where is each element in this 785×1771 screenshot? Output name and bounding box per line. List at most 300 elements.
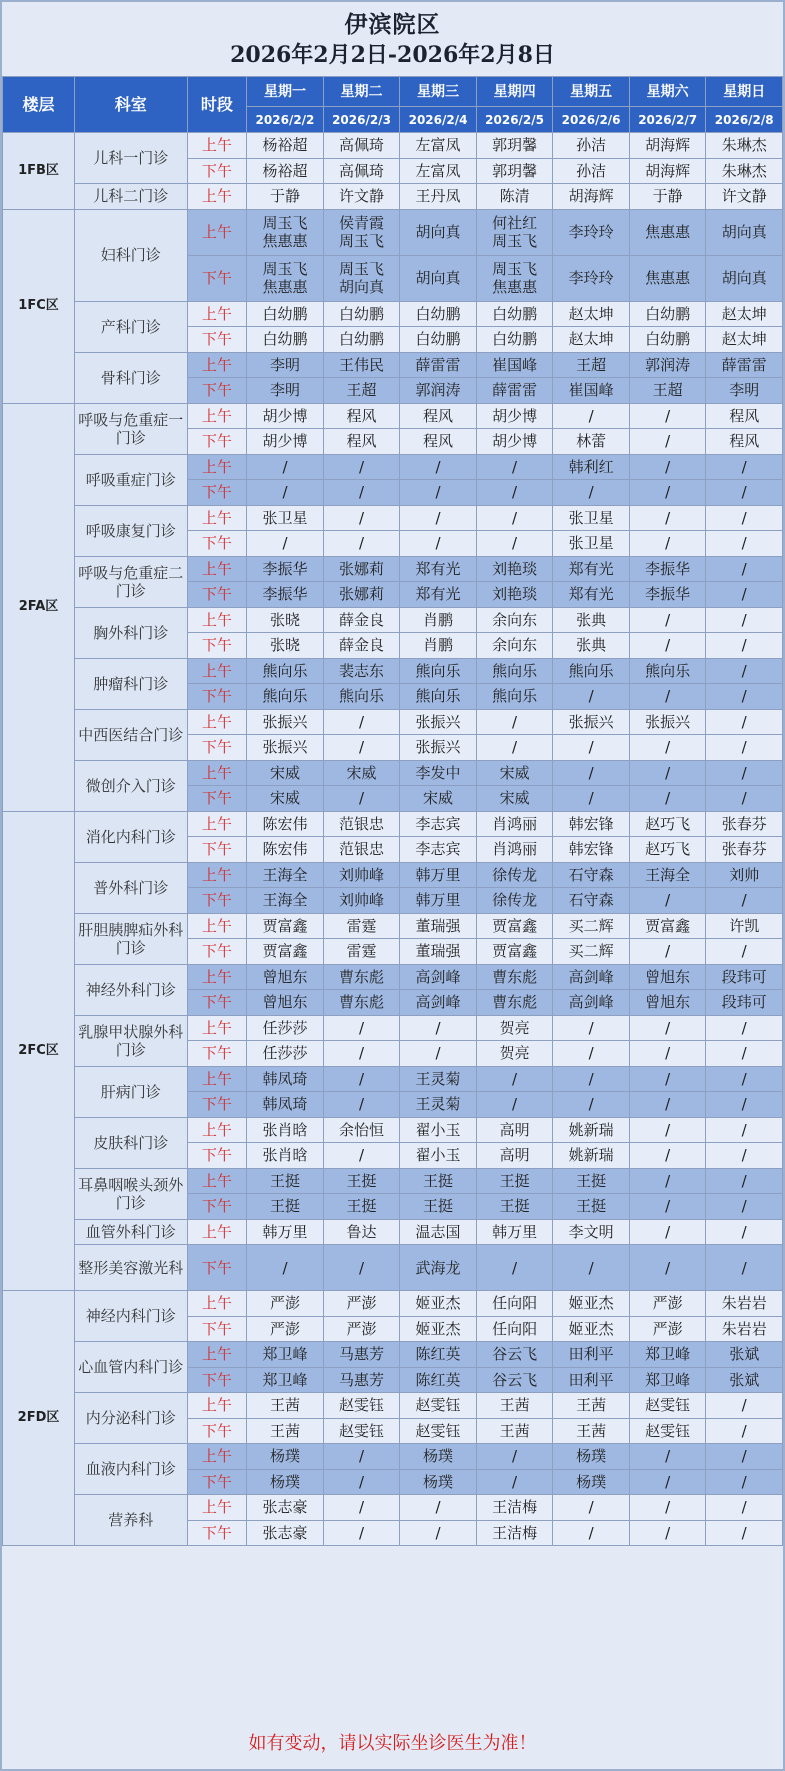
doctor-cell: 陈红英 — [400, 1342, 477, 1368]
doctor-cell: 张卫星 — [553, 505, 630, 531]
doctor-cell: / — [706, 582, 783, 608]
doctor-cell: 高明 — [476, 1117, 553, 1143]
doctor-cell: 韩宏锋 — [553, 811, 630, 837]
doctor-cell: / — [706, 786, 783, 812]
doctor-cell: 段玮可 — [706, 964, 783, 990]
doctor-cell: 杨璞 — [247, 1469, 324, 1495]
header-day: 星期五 — [553, 77, 630, 107]
doctor-cell: 白幼鹏 — [476, 327, 553, 353]
doctor-cell: 张春芬 — [706, 837, 783, 863]
time-slot: 下午 — [187, 990, 247, 1016]
doctor-cell: 周玉飞 焦惠惠 — [247, 255, 324, 301]
doctor-cell: 郑有光 — [553, 582, 630, 608]
time-slot: 下午 — [187, 939, 247, 965]
time-slot: 上午 — [187, 133, 247, 159]
time-slot: 下午 — [187, 582, 247, 608]
doctor-cell: / — [706, 454, 783, 480]
doctor-cell: 刘帅 — [706, 862, 783, 888]
time-slot: 上午 — [187, 607, 247, 633]
doctor-cell: / — [706, 1168, 783, 1194]
doctor-cell: / — [400, 531, 477, 557]
time-slot: 下午 — [187, 1316, 247, 1342]
doctor-cell: 王挺 — [247, 1168, 324, 1194]
header-floor: 楼层 — [3, 77, 75, 133]
doctor-cell: / — [706, 1066, 783, 1092]
doctor-cell: 李明 — [706, 378, 783, 404]
doctor-cell: 熊向乐 — [247, 658, 324, 684]
doctor-cell: 白幼鹏 — [323, 301, 400, 327]
doctor-cell: 宋威 — [476, 786, 553, 812]
doctor-cell: / — [706, 531, 783, 557]
doctor-cell: 韩利红 — [553, 454, 630, 480]
doctor-cell: 张振兴 — [400, 735, 477, 761]
doctor-cell: / — [629, 403, 706, 429]
doctor-cell: / — [629, 939, 706, 965]
time-slot: 上午 — [187, 760, 247, 786]
doctor-cell: 王挺 — [476, 1168, 553, 1194]
doctor-cell: 李文明 — [553, 1219, 630, 1245]
doctor-cell: 王灵菊 — [400, 1092, 477, 1118]
doctor-cell: 刘帅峰 — [323, 862, 400, 888]
doctor-cell: 姬亚杰 — [553, 1291, 630, 1317]
doctor-cell: 严澎 — [323, 1291, 400, 1317]
time-slot: 上午 — [187, 301, 247, 327]
department-name: 妇科门诊 — [75, 209, 188, 301]
doctor-cell: 郑卫峰 — [629, 1367, 706, 1393]
header-day: 星期三 — [400, 77, 477, 107]
doctor-cell: / — [629, 633, 706, 659]
doctor-cell: 任莎莎 — [247, 1015, 324, 1041]
department-name: 呼吸与危重症一门诊 — [75, 403, 188, 454]
doctor-cell: / — [400, 480, 477, 506]
doctor-cell: 马惠芳 — [323, 1367, 400, 1393]
schedule-row — [3, 862, 783, 888]
doctor-cell: 曹东彪 — [323, 964, 400, 990]
doctor-cell: 温志国 — [400, 1219, 477, 1245]
doctor-cell: 李发中 — [400, 760, 477, 786]
doctor-cell: 董瑞强 — [400, 913, 477, 939]
time-slot: 上午 — [187, 1444, 247, 1470]
doctor-cell: 任向阳 — [476, 1316, 553, 1342]
doctor-cell: / — [706, 1092, 783, 1118]
doctor-cell: / — [323, 1469, 400, 1495]
doctor-cell: 王挺 — [400, 1168, 477, 1194]
doctor-cell: 余向东 — [476, 633, 553, 659]
department-name: 普外科门诊 — [75, 862, 188, 913]
doctor-cell: 郑有光 — [400, 556, 477, 582]
doctor-cell: 王茜 — [553, 1393, 630, 1419]
doctor-cell: 林蕾 — [553, 429, 630, 455]
header-date: 2026/2/2 — [247, 107, 324, 133]
doctor-cell: 买二辉 — [553, 913, 630, 939]
doctor-cell: / — [323, 505, 400, 531]
doctor-cell: / — [629, 429, 706, 455]
doctor-cell: / — [706, 760, 783, 786]
doctor-cell: / — [706, 939, 783, 965]
header-date: 2026/2/6 — [553, 107, 630, 133]
schedule-row — [3, 1066, 783, 1092]
doctor-cell: 刘帅峰 — [323, 888, 400, 914]
doctor-cell: 郑有光 — [400, 582, 477, 608]
department-name: 肿瘤科门诊 — [75, 658, 188, 709]
doctor-cell: 张典 — [553, 607, 630, 633]
doctor-cell: / — [323, 1444, 400, 1470]
doctor-cell: 白幼鹏 — [629, 301, 706, 327]
schedule-row — [3, 1291, 783, 1317]
time-slot: 下午 — [187, 1143, 247, 1169]
doctor-cell: / — [400, 454, 477, 480]
header-day: 星期六 — [629, 77, 706, 107]
doctor-cell: / — [553, 1092, 630, 1118]
doctor-cell: 肖鸿丽 — [476, 837, 553, 863]
doctor-cell: 徐传龙 — [476, 862, 553, 888]
time-slot: 下午 — [187, 480, 247, 506]
doctor-cell: 张斌 — [706, 1367, 783, 1393]
time-slot: 上午 — [187, 1342, 247, 1368]
department-name: 神经外科门诊 — [75, 964, 188, 1015]
time-slot: 上午 — [187, 184, 247, 210]
time-slot: 下午 — [187, 1194, 247, 1220]
doctor-cell: 曹东彪 — [476, 964, 553, 990]
schedule-row — [3, 1219, 783, 1245]
doctor-cell: 王茜 — [247, 1393, 324, 1419]
doctor-cell: / — [706, 735, 783, 761]
time-slot: 上午 — [187, 1495, 247, 1521]
doctor-cell: 王伟民 — [323, 352, 400, 378]
doctor-cell: 贺亮 — [476, 1041, 553, 1067]
doctor-cell: 贾富鑫 — [629, 913, 706, 939]
doctor-cell: 郑卫峰 — [247, 1342, 324, 1368]
doctor-cell: 薛雷雷 — [400, 352, 477, 378]
header-day: 星期一 — [247, 77, 324, 107]
doctor-cell: 范银忠 — [323, 811, 400, 837]
time-slot: 下午 — [187, 429, 247, 455]
time-slot: 上午 — [187, 1291, 247, 1317]
doctor-cell: 贾富鑫 — [476, 939, 553, 965]
doctor-cell: 雷霆 — [323, 913, 400, 939]
department-name: 营养科 — [75, 1495, 188, 1546]
department-name: 呼吸与危重症二门诊 — [75, 556, 188, 607]
doctor-cell: 王海全 — [247, 862, 324, 888]
schedule-row — [3, 133, 783, 159]
doctor-cell: 王海全 — [247, 888, 324, 914]
header-date: 2026/2/3 — [323, 107, 400, 133]
time-slot: 上午 — [187, 556, 247, 582]
doctor-cell: / — [629, 1168, 706, 1194]
doctor-cell: 杨璞 — [553, 1469, 630, 1495]
doctor-cell: 王茜 — [476, 1418, 553, 1444]
department-name: 内分泌科门诊 — [75, 1393, 188, 1444]
doctor-cell: 赵雯钰 — [629, 1418, 706, 1444]
schedule-row — [3, 454, 783, 480]
doctor-cell: 翟小玉 — [400, 1117, 477, 1143]
doctor-cell: 王丹凤 — [400, 184, 477, 210]
time-slot: 上午 — [187, 913, 247, 939]
doctor-cell: / — [476, 1245, 553, 1291]
doctor-cell: / — [629, 505, 706, 531]
doctor-cell: 熊向乐 — [247, 684, 324, 710]
time-slot: 下午 — [187, 255, 247, 301]
schedule-row — [3, 403, 783, 429]
schedule-row — [3, 811, 783, 837]
doctor-cell: / — [247, 1245, 324, 1291]
time-slot: 下午 — [187, 1092, 247, 1118]
doctor-cell: 贺亮 — [476, 1015, 553, 1041]
doctor-cell: 姚新瑞 — [553, 1117, 630, 1143]
doctor-cell: 贾富鑫 — [247, 913, 324, 939]
doctor-cell: 张娜莉 — [323, 582, 400, 608]
doctor-cell: 张娜莉 — [323, 556, 400, 582]
doctor-cell: 左富凤 — [400, 133, 477, 159]
department-name: 产科门诊 — [75, 301, 188, 352]
doctor-cell: 刘艳琰 — [476, 556, 553, 582]
floor-label: 2FC区 — [3, 811, 75, 1291]
doctor-cell: / — [706, 684, 783, 710]
header-date: 2026/2/4 — [400, 107, 477, 133]
doctor-cell: / — [629, 1041, 706, 1067]
doctor-cell: 高佩琦 — [323, 133, 400, 159]
time-slot: 下午 — [187, 837, 247, 863]
schedule-row — [3, 1015, 783, 1041]
doctor-cell: 高剑峰 — [553, 990, 630, 1016]
doctor-cell: 韩万里 — [476, 1219, 553, 1245]
doctor-cell: 张典 — [553, 633, 630, 659]
doctor-cell: 崔国峰 — [476, 352, 553, 378]
doctor-cell: / — [323, 480, 400, 506]
doctor-cell: / — [629, 760, 706, 786]
doctor-cell: 白幼鹏 — [247, 327, 324, 353]
doctor-cell: / — [476, 1092, 553, 1118]
department-name: 消化内科门诊 — [75, 811, 188, 862]
doctor-cell: 姚新瑞 — [553, 1143, 630, 1169]
doctor-cell: 程风 — [400, 403, 477, 429]
time-slot: 上午 — [187, 403, 247, 429]
doctor-cell: / — [323, 1245, 400, 1291]
doctor-cell: 何社红 周玉飞 — [476, 209, 553, 255]
doctor-cell: 张振兴 — [553, 709, 630, 735]
doctor-cell: / — [553, 480, 630, 506]
doctor-cell: 张卫星 — [553, 531, 630, 557]
doctor-cell: 白幼鹏 — [476, 301, 553, 327]
doctor-cell: 余怡恒 — [323, 1117, 400, 1143]
doctor-cell: / — [706, 633, 783, 659]
time-slot: 下午 — [187, 1520, 247, 1546]
doctor-cell: / — [629, 1219, 706, 1245]
doctor-cell: 郭玥馨 — [476, 133, 553, 159]
doctor-cell: 张斌 — [706, 1342, 783, 1368]
doctor-cell: / — [629, 1015, 706, 1041]
doctor-cell: 马惠芳 — [323, 1342, 400, 1368]
doctor-cell: / — [629, 888, 706, 914]
schedule-row — [3, 505, 783, 531]
doctor-cell: 董瑞强 — [400, 939, 477, 965]
doctor-cell: / — [706, 607, 783, 633]
doctor-cell: / — [323, 1143, 400, 1169]
doctor-cell: / — [629, 480, 706, 506]
time-slot: 上午 — [187, 811, 247, 837]
doctor-cell: 郑有光 — [553, 556, 630, 582]
doctor-cell: 于静 — [629, 184, 706, 210]
department-name: 微创介入门诊 — [75, 760, 188, 811]
time-slot: 下午 — [187, 1418, 247, 1444]
department-name: 血管外科门诊 — [75, 1219, 188, 1245]
doctor-cell: 赵巧飞 — [629, 837, 706, 863]
time-slot: 下午 — [187, 158, 247, 184]
doctor-cell: 胡少博 — [476, 403, 553, 429]
header-date: 2026/2/5 — [476, 107, 553, 133]
doctor-cell: 杨璞 — [553, 1444, 630, 1470]
time-slot: 上午 — [187, 1393, 247, 1419]
doctor-cell: / — [629, 786, 706, 812]
doctor-cell: 李振华 — [629, 556, 706, 582]
doctor-cell: 焦惠惠 — [629, 209, 706, 255]
doctor-cell: 白幼鹏 — [629, 327, 706, 353]
doctor-cell: 程风 — [323, 429, 400, 455]
header-day: 星期二 — [323, 77, 400, 107]
doctor-cell: 谷云飞 — [476, 1342, 553, 1368]
doctor-cell: / — [553, 1066, 630, 1092]
department-name: 呼吸重症门诊 — [75, 454, 188, 505]
doctor-cell: / — [323, 1520, 400, 1546]
doctor-cell: 张卫星 — [247, 505, 324, 531]
doctor-cell: 范银忠 — [323, 837, 400, 863]
time-slot: 下午 — [187, 531, 247, 557]
schedule-row — [3, 301, 783, 327]
doctor-cell: 段玮可 — [706, 990, 783, 1016]
doctor-cell: / — [706, 1520, 783, 1546]
doctor-cell: 雷霆 — [323, 939, 400, 965]
doctor-cell: / — [323, 709, 400, 735]
doctor-cell: 徐传龙 — [476, 888, 553, 914]
doctor-cell: / — [553, 403, 630, 429]
time-slot: 下午 — [187, 327, 247, 353]
time-slot: 下午 — [187, 786, 247, 812]
header-dept: 科室 — [75, 77, 188, 133]
doctor-cell: / — [400, 1520, 477, 1546]
doctor-cell: / — [553, 760, 630, 786]
doctor-cell: 韩凤琦 — [247, 1066, 324, 1092]
time-slot: 下午 — [187, 1469, 247, 1495]
doctor-cell: 王挺 — [323, 1168, 400, 1194]
department-name: 整形美容激光科 — [75, 1245, 188, 1291]
schedule-row — [3, 1168, 783, 1194]
doctor-cell: 熊向乐 — [476, 684, 553, 710]
doctor-cell: / — [629, 1520, 706, 1546]
doctor-cell: 贾富鑫 — [247, 939, 324, 965]
doctor-cell: 韩万里 — [400, 888, 477, 914]
doctor-cell: / — [706, 1015, 783, 1041]
doctor-cell: / — [706, 556, 783, 582]
doctor-cell: 胡海辉 — [629, 158, 706, 184]
doctor-cell: 张志豪 — [247, 1520, 324, 1546]
doctor-cell: 胡向真 — [706, 209, 783, 255]
schedule-row — [3, 658, 783, 684]
doctor-cell: 王海全 — [629, 862, 706, 888]
doctor-cell: / — [476, 480, 553, 506]
doctor-cell: 侯青霞 周玉飞 — [323, 209, 400, 255]
header-slot: 时段 — [187, 77, 247, 133]
doctor-cell: 许文静 — [323, 184, 400, 210]
doctor-cell: 周玉飞 胡向真 — [323, 255, 400, 301]
doctor-cell: 李明 — [247, 378, 324, 404]
doctor-cell: 韩凤琦 — [247, 1092, 324, 1118]
doctor-cell: / — [476, 1469, 553, 1495]
doctor-cell: / — [553, 1520, 630, 1546]
doctor-cell: 孙洁 — [553, 133, 630, 159]
doctor-cell: 石守森 — [553, 862, 630, 888]
schedule-row — [3, 1495, 783, 1521]
doctor-cell: 韩万里 — [247, 1219, 324, 1245]
doctor-cell: 赵巧飞 — [629, 811, 706, 837]
doctor-cell: 张振兴 — [247, 709, 324, 735]
doctor-cell: 王超 — [629, 378, 706, 404]
doctor-cell: 薛雷雷 — [476, 378, 553, 404]
doctor-cell: 赵雯钰 — [323, 1418, 400, 1444]
doctor-cell: 肖鹏 — [400, 607, 477, 633]
doctor-cell: / — [706, 1393, 783, 1419]
doctor-cell: 曾旭东 — [629, 990, 706, 1016]
doctor-cell: 曾旭东 — [629, 964, 706, 990]
doctor-cell: 王挺 — [476, 1194, 553, 1220]
doctor-cell: / — [247, 480, 324, 506]
doctor-cell: 白幼鹏 — [400, 301, 477, 327]
doctor-cell: 焦惠惠 — [629, 255, 706, 301]
doctor-cell: 李振华 — [247, 556, 324, 582]
doctor-cell: 王挺 — [400, 1194, 477, 1220]
time-slot: 下午 — [187, 1245, 247, 1291]
doctor-cell: 李振华 — [247, 582, 324, 608]
doctor-cell: / — [553, 1015, 630, 1041]
doctor-cell: 李玲玲 — [553, 255, 630, 301]
doctor-cell: 武海龙 — [400, 1245, 477, 1291]
schedule-row — [3, 964, 783, 990]
doctor-cell: 姬亚杰 — [553, 1316, 630, 1342]
doctor-cell: 郭玥馨 — [476, 158, 553, 184]
doctor-cell: 熊向乐 — [476, 658, 553, 684]
doctor-cell: 白幼鹏 — [400, 327, 477, 353]
doctor-cell: / — [706, 658, 783, 684]
doctor-cell: / — [706, 505, 783, 531]
doctor-cell: / — [247, 531, 324, 557]
doctor-cell: 杨璞 — [247, 1444, 324, 1470]
doctor-cell: 朱岩岩 — [706, 1316, 783, 1342]
notice-footer: 如有变动，请以实际坐诊医生为准！ — [248, 1733, 537, 1754]
doctor-cell: 赵雯钰 — [400, 1393, 477, 1419]
doctor-cell: / — [706, 888, 783, 914]
doctor-cell: / — [629, 454, 706, 480]
header-day: 星期日 — [706, 77, 783, 107]
doctor-cell: 薛雷雷 — [706, 352, 783, 378]
header-date: 2026/2/8 — [706, 107, 783, 133]
doctor-cell: / — [629, 1143, 706, 1169]
doctor-cell: / — [706, 1041, 783, 1067]
doctor-cell: / — [476, 735, 553, 761]
schedule-row — [3, 760, 783, 786]
doctor-cell: 王茜 — [553, 1418, 630, 1444]
doctor-cell: 左富凤 — [400, 158, 477, 184]
doctor-cell: 赵太坤 — [706, 327, 783, 353]
doctor-cell: 王洁梅 — [476, 1495, 553, 1521]
doctor-cell: 高佩琦 — [323, 158, 400, 184]
doctor-cell: 王茜 — [476, 1393, 553, 1419]
doctor-cell: / — [323, 1066, 400, 1092]
doctor-cell: 郭润涛 — [400, 378, 477, 404]
doctor-cell: 石守森 — [553, 888, 630, 914]
doctor-cell: 许文静 — [706, 184, 783, 210]
department-name: 肝病门诊 — [75, 1066, 188, 1117]
schedule-row — [3, 1342, 783, 1368]
doctor-cell: / — [553, 684, 630, 710]
